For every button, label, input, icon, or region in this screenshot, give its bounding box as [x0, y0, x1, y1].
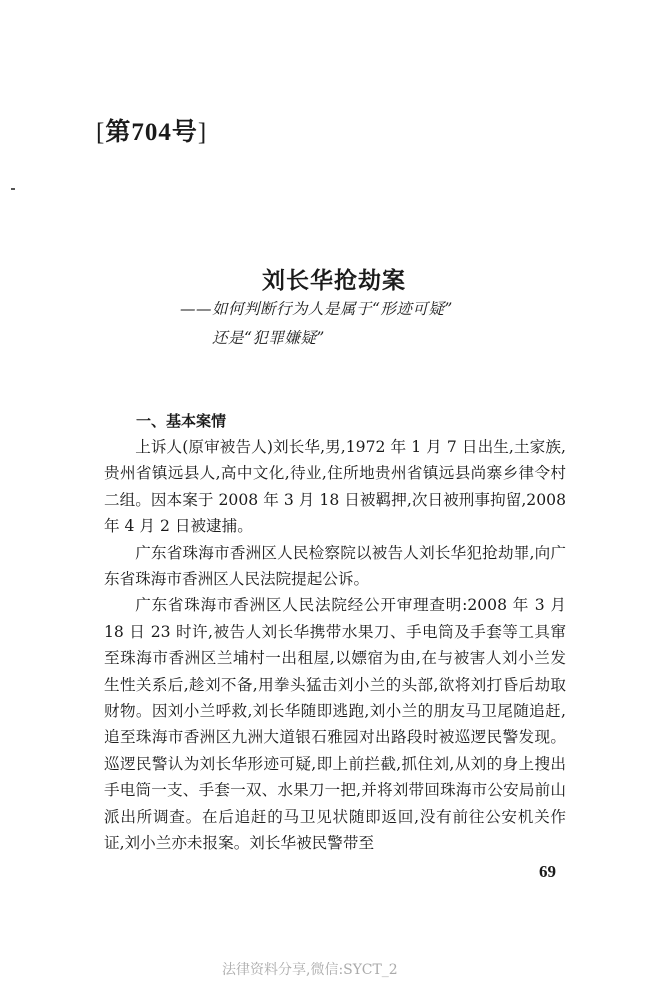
case-subtitle-line2: 还是“犯罪嫌疑”: [212, 329, 325, 347]
section-heading-basic-facts: 一、基本案情: [136, 412, 227, 430]
page-number: 69: [539, 862, 556, 881]
paragraph: 广东省珠海市香洲区人民法院经公开审理查明:2008 年 3 月 18 日 23 时许,被告人刘长华携带水果刀、手电筒及手套等工具窜至珠海市香洲区兰埔村一出租屋,以嫖宿为由,在与被害人刘小兰发生性关系后,趁刘不备,用拳头猛击刘小兰的头部,欲将刘打昏后劫取财物。因刘小兰呼救,刘长华随即逃跑,刘小兰的朋友马卫尾随追赶,追至珠海市香洲区九洲大道银石雅园对出路段时被巡逻民警发现。巡逻民警认为刘长华形迹可疑,即上前拦截,抓住刘,从刘的身上搜出手电筒一支、手套一双、水果刀一把,并将刘带回珠海市公安局前山派出所调查。在后追赶的马卫见状随即返回,没有前往公安机关作证,刘小兰亦未报案。刘长华被民警带至: [104, 596, 566, 853]
body-text: [104, 434, 566, 857]
scan-artifact: [11, 188, 15, 190]
case-number-open-bracket: [: [96, 119, 106, 146]
case-subtitle-line1: ——如何判断行为人是属于“形迹可疑”: [180, 300, 453, 318]
case-number: [96, 112, 207, 148]
case-title: 刘长华抢劫案: [262, 268, 406, 294]
case-number-close-bracket: ]: [197, 119, 208, 146]
paragraph: 上诉人(原审被告人)刘长华,男,1972 年 1 月 7 日出生,土家族,贵州省镇远县人,高中文化,待业,住所地贵州省镇远县尚寨乡律令村二组。因本案于 2008 年 3 月 18 日被羁押,次日被刑事拘留,2008 年 4 月 2 日被逮捕。: [104, 438, 566, 536]
paragraph: 广东省珠海市香洲区人民检察院以被告人刘长华犯抢劫罪,向广东省珠海市香洲区人民法院提起公诉。: [104, 543, 566, 589]
case-number-label: 第704号: [105, 119, 198, 146]
watermark: 法律资料分享,微信:SYCT_2: [222, 962, 398, 978]
